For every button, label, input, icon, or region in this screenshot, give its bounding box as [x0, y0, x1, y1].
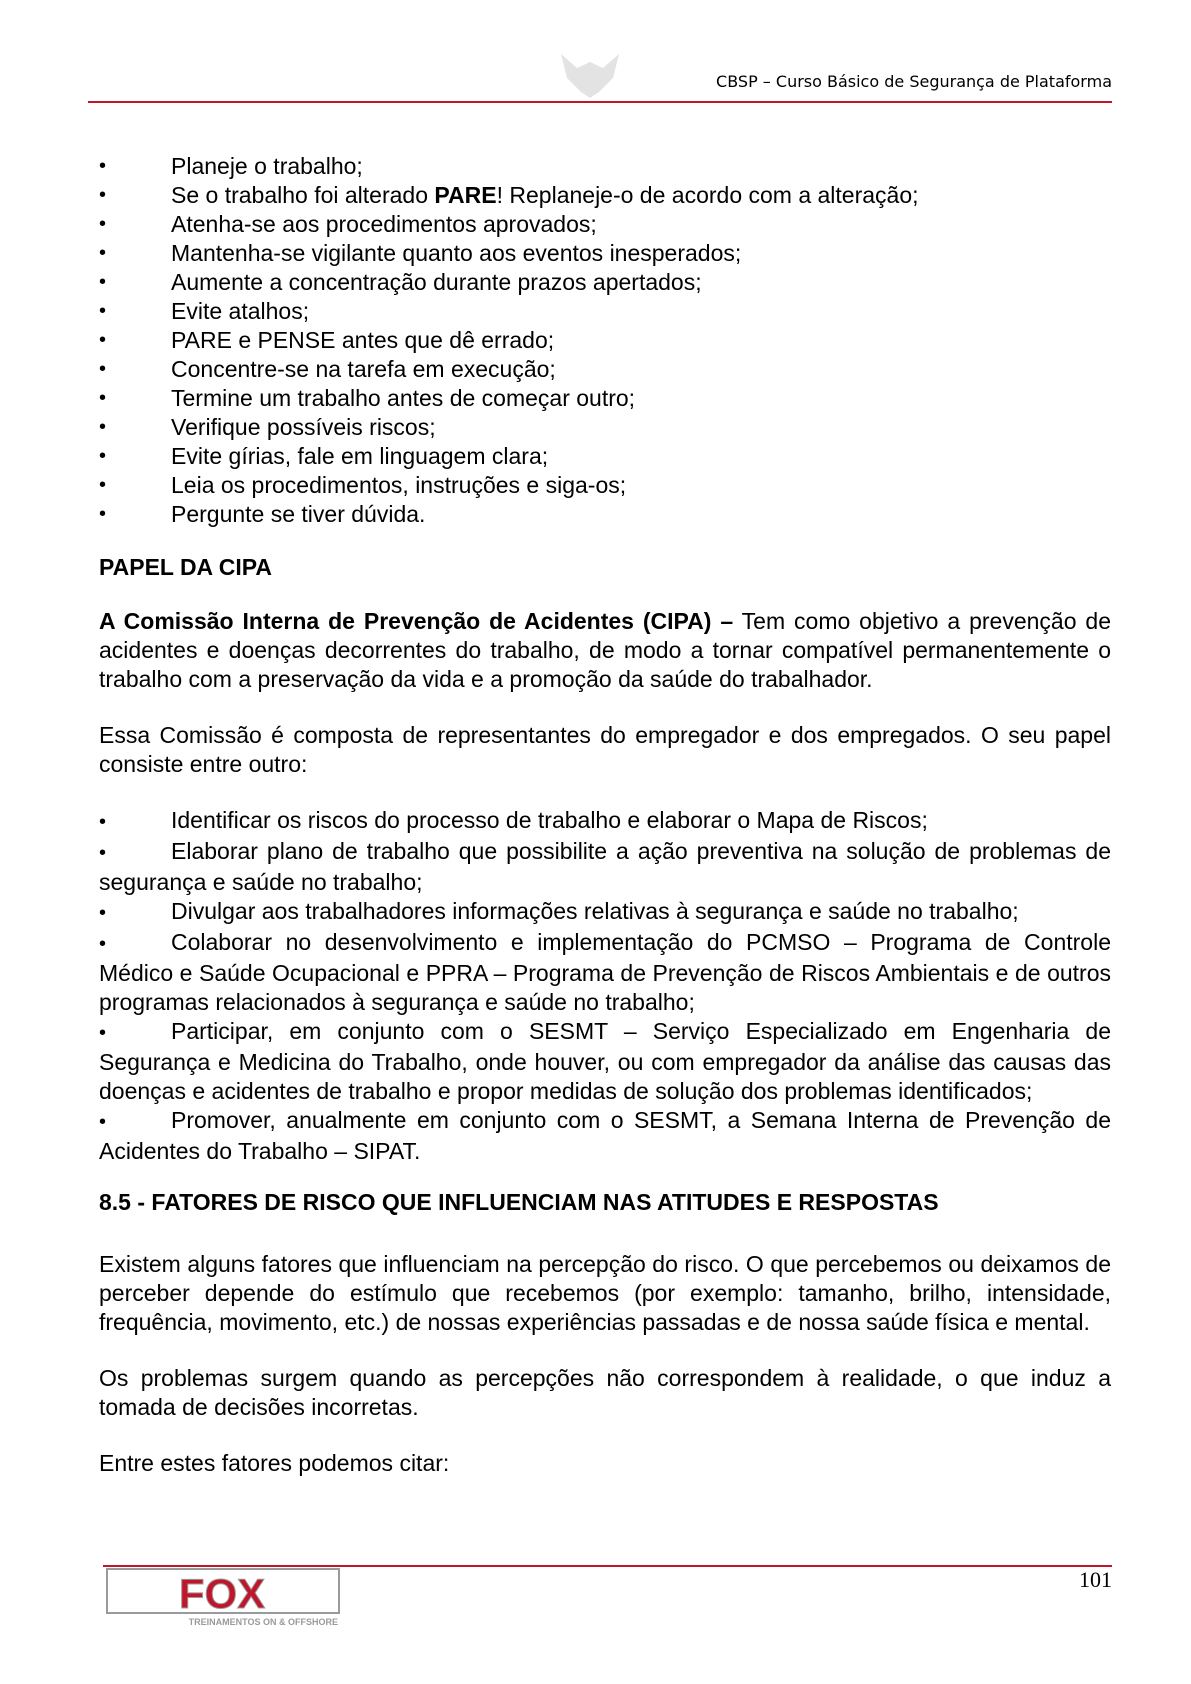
intro-bullet-list	[99, 152, 1111, 529]
fox-logo-subtitle: TREINAMENTOS ON & OFFSHORE	[188, 1617, 338, 1627]
list-item: • Evite atalhos;	[99, 297, 1111, 326]
bullet-icon: •	[99, 811, 107, 833]
bullet-icon: •	[99, 1111, 107, 1133]
fox-watermark-icon	[555, 48, 625, 100]
list-item: • Colaborar no desenvolvimento e implementação do PCMSO – Programa de Controle Médico e Saúde Ocupacional e PPRA – Programa de Prevenção de Riscos Ambientais e de outros programas relacionados à segurança e saúde no trabalho;	[99, 929, 1111, 1015]
list-item: • Aumente a concentração durante prazos apertados;	[99, 268, 1111, 297]
list-item: • Pergunte se tiver dúvida.	[99, 500, 1111, 529]
bullet-icon: •	[99, 902, 107, 924]
list-item: • Termine um trabalho antes de começar outro;	[99, 384, 1111, 413]
section-8-5-heading: 8.5 - FATORES DE RISCO QUE INFLUENCIAM NAS ATITUDES E RESPOSTAS	[99, 1189, 939, 1215]
bullet-icon: •	[99, 1022, 107, 1044]
header-title: CBSP – Curso Básico de Segurança de Plataforma	[716, 72, 1112, 91]
list-item: • Verifique possíveis riscos;	[99, 413, 1111, 442]
pare-emphasis: PARE	[434, 182, 497, 208]
factors-intro-paragraph: Entre estes fatores podemos citar:	[99, 1450, 450, 1476]
perception-problems-paragraph: Os problemas surgem quando as percepções não correspondem à realidade, o que induz a tomada de decisões incorretas.	[99, 1365, 1111, 1420]
page-number: 101	[1079, 1567, 1112, 1592]
list-item: • Elaborar plano de trabalho que possibilite a ação preventiva na solução de problemas de segurança e saúde no trabalho;	[99, 838, 1111, 895]
fox-logo-text: FOX	[178, 1570, 266, 1617]
page-content	[99, 152, 1111, 1478]
bullet-icon: •	[99, 933, 107, 955]
risk-perception-paragraph: Existem alguns fatores que influenciam na percepção do risco. O que percebemos ou deixamos de perceber depende do estímulo que recebemos (por exemplo: tamanho, brilho, intensidade, frequência, movimento, etc.) de nossas experiências passadas e de nossa saúde física e mental.	[99, 1251, 1111, 1335]
list-item: • Leia os procedimentos, instruções e siga-os;	[99, 471, 1111, 500]
list-item: • Promover, anualmente em conjunto com o SESMT, a Semana Interna de Prevenção de Acidentes do Trabalho – SIPAT.	[99, 1107, 1111, 1164]
list-item: • Concentre-se na tarefa em execução;	[99, 355, 1111, 384]
cipa-heading: PAPEL DA CIPA	[99, 554, 272, 580]
list-item: • Divulgar aos trabalhadores informações relativas à segurança e saúde no trabalho;	[99, 897, 1111, 928]
list-item: • Identificar os riscos do processo de trabalho e elaborar o Mapa de Riscos;	[99, 806, 1111, 837]
list-item: • Planeje o trabalho;	[99, 152, 1111, 181]
header-divider	[88, 101, 1112, 103]
list-item: • Se o trabalho foi alterado PARE! Replaneje-o de acordo com a alteração;	[99, 181, 1111, 210]
list-item: • Evite gírias, fale em linguagem clara;	[99, 442, 1111, 471]
list-item: • PARE e PENSE antes que dê errado;	[99, 326, 1111, 355]
bullet-icon: •	[99, 842, 107, 864]
fox-logo-icon	[106, 1568, 342, 1628]
list-item: • Participar, em conjunto com o SESMT – Serviço Especializado em Engenharia de Segurança e Medicina do Trabalho, onde houver, ou com empregador da análise das causas das doenças e acidentes de trabalho e propor medidas de solução dos problemas identificados;	[99, 1018, 1111, 1104]
cipa-intro-paragraph: A Comissão Interna de Prevenção de Acidentes (CIPA) – Tem como objetivo a prevenção de acidentes e doenças decorrentes do trabalho, de modo a tornar compatível permanentemente o trabalho com a preservação da vida e a promoção da saúde do trabalhador.	[99, 608, 1111, 692]
list-item: • Atenha-se aos procedimentos aprovados;	[99, 210, 1111, 239]
cipa-role-list	[99, 806, 1111, 1166]
cipa-composition-paragraph: Essa Comissão é composta de representantes do empregador e dos empregados. O seu papel consiste entre outro:	[99, 722, 1111, 777]
list-item: • Mantenha-se vigilante quanto aos eventos inesperados;	[99, 239, 1111, 268]
footer-divider	[103, 1565, 1112, 1567]
